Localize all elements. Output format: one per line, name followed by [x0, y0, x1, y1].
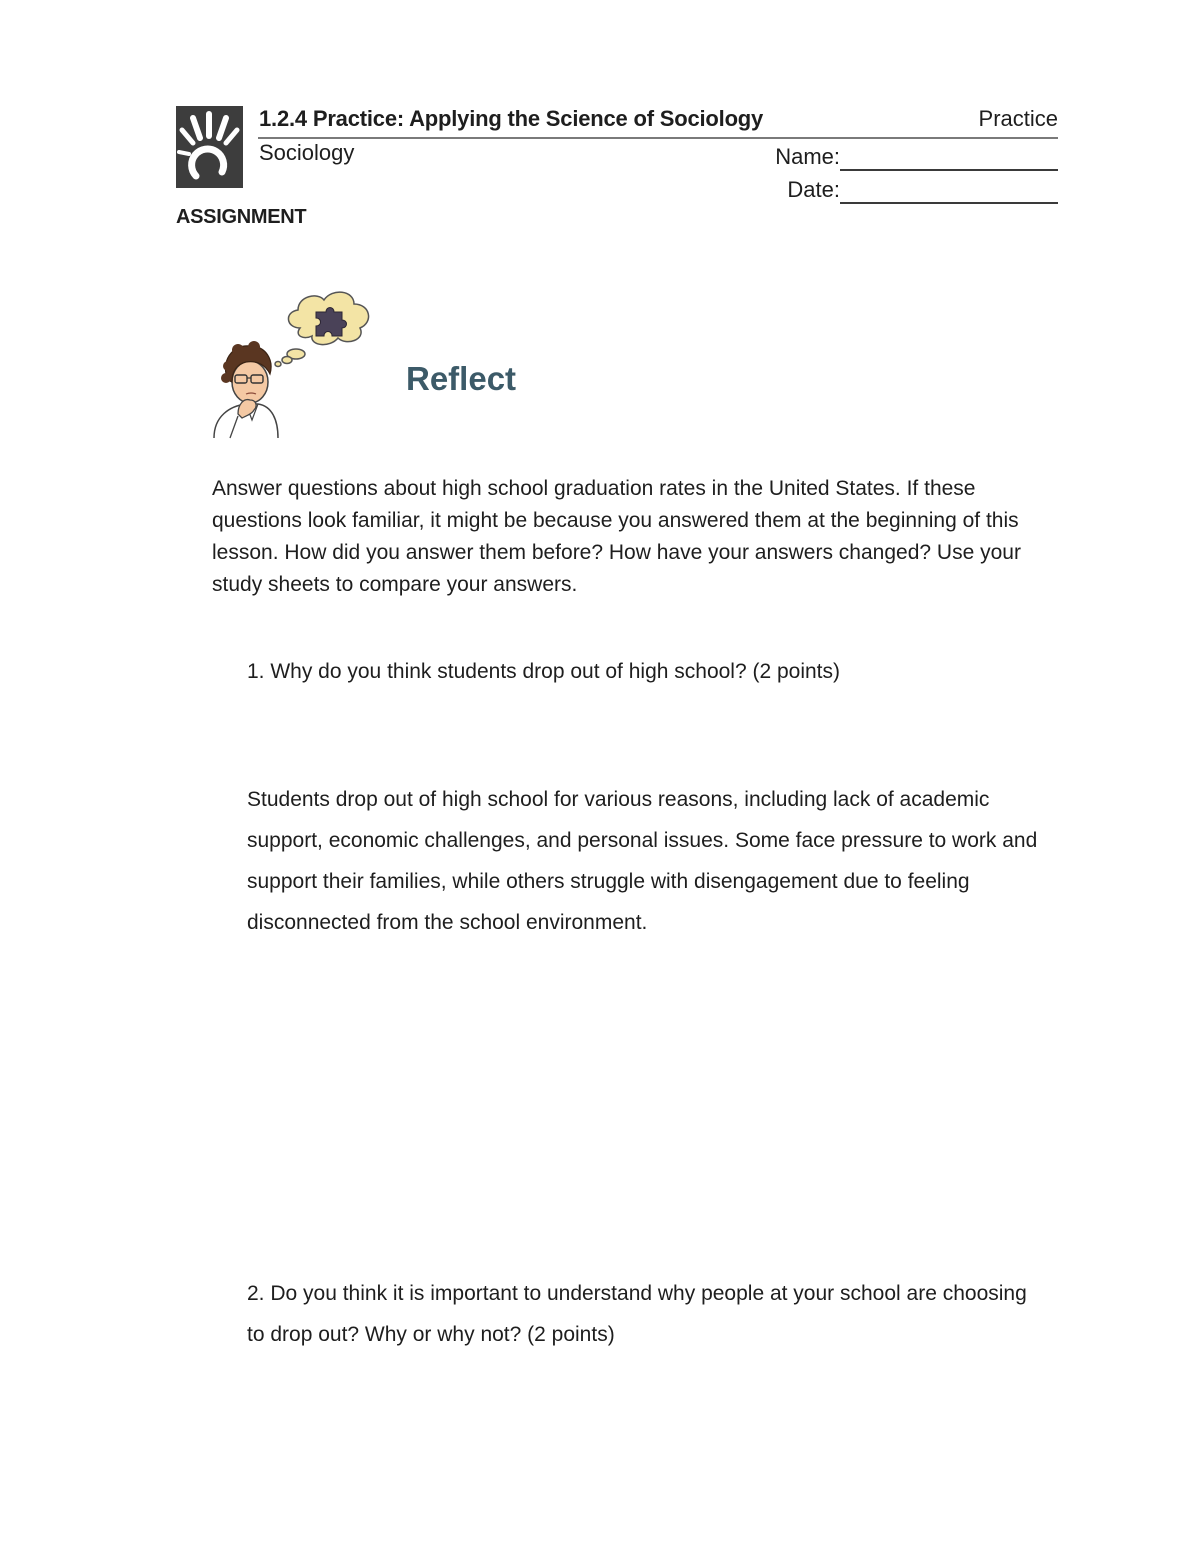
instructions-paragraph: Answer questions about high school graduation rates in the United States. If these questions look familiar, it might be because you answered them at the beginning of this lesson. How did you answer them before? How have your answers changed? Use your study sheets to compare your answers. [212, 477, 1021, 596]
name-label: Name: [775, 144, 840, 169]
puzzle-piece-icon [316, 308, 347, 337]
question-2: 2. Do you think it is important to understand why people at your school are choosing to drop out? Why or why not? (2 points) [247, 1282, 1027, 1346]
date-field[interactable] [840, 202, 1058, 204]
question-1: 1. Why do you think students drop out of high school? (2 points) [247, 660, 841, 683]
document-type-label: Practice [978, 106, 1058, 131]
thinking-person-illustration [208, 288, 378, 440]
name-field[interactable] [840, 169, 1058, 171]
course-name: Sociology [259, 140, 355, 165]
assignment-label: ASSIGNMENT [176, 206, 307, 228]
date-label: Date: [787, 177, 840, 202]
document-title: 1.2.4 Practice: Applying the Science of Sociology [259, 106, 764, 131]
section-heading: Reflect [406, 360, 517, 397]
sunburst-logo-icon [176, 106, 243, 188]
header-divider [258, 137, 1058, 139]
answer-1[interactable]: Students drop out of high school for various reasons, including lack of academic support, economic challenges, and personal issues. Some face pressure to work and support their families, while others struggle with disengagement due to feeling disconnected from the school environment. [247, 788, 1038, 934]
